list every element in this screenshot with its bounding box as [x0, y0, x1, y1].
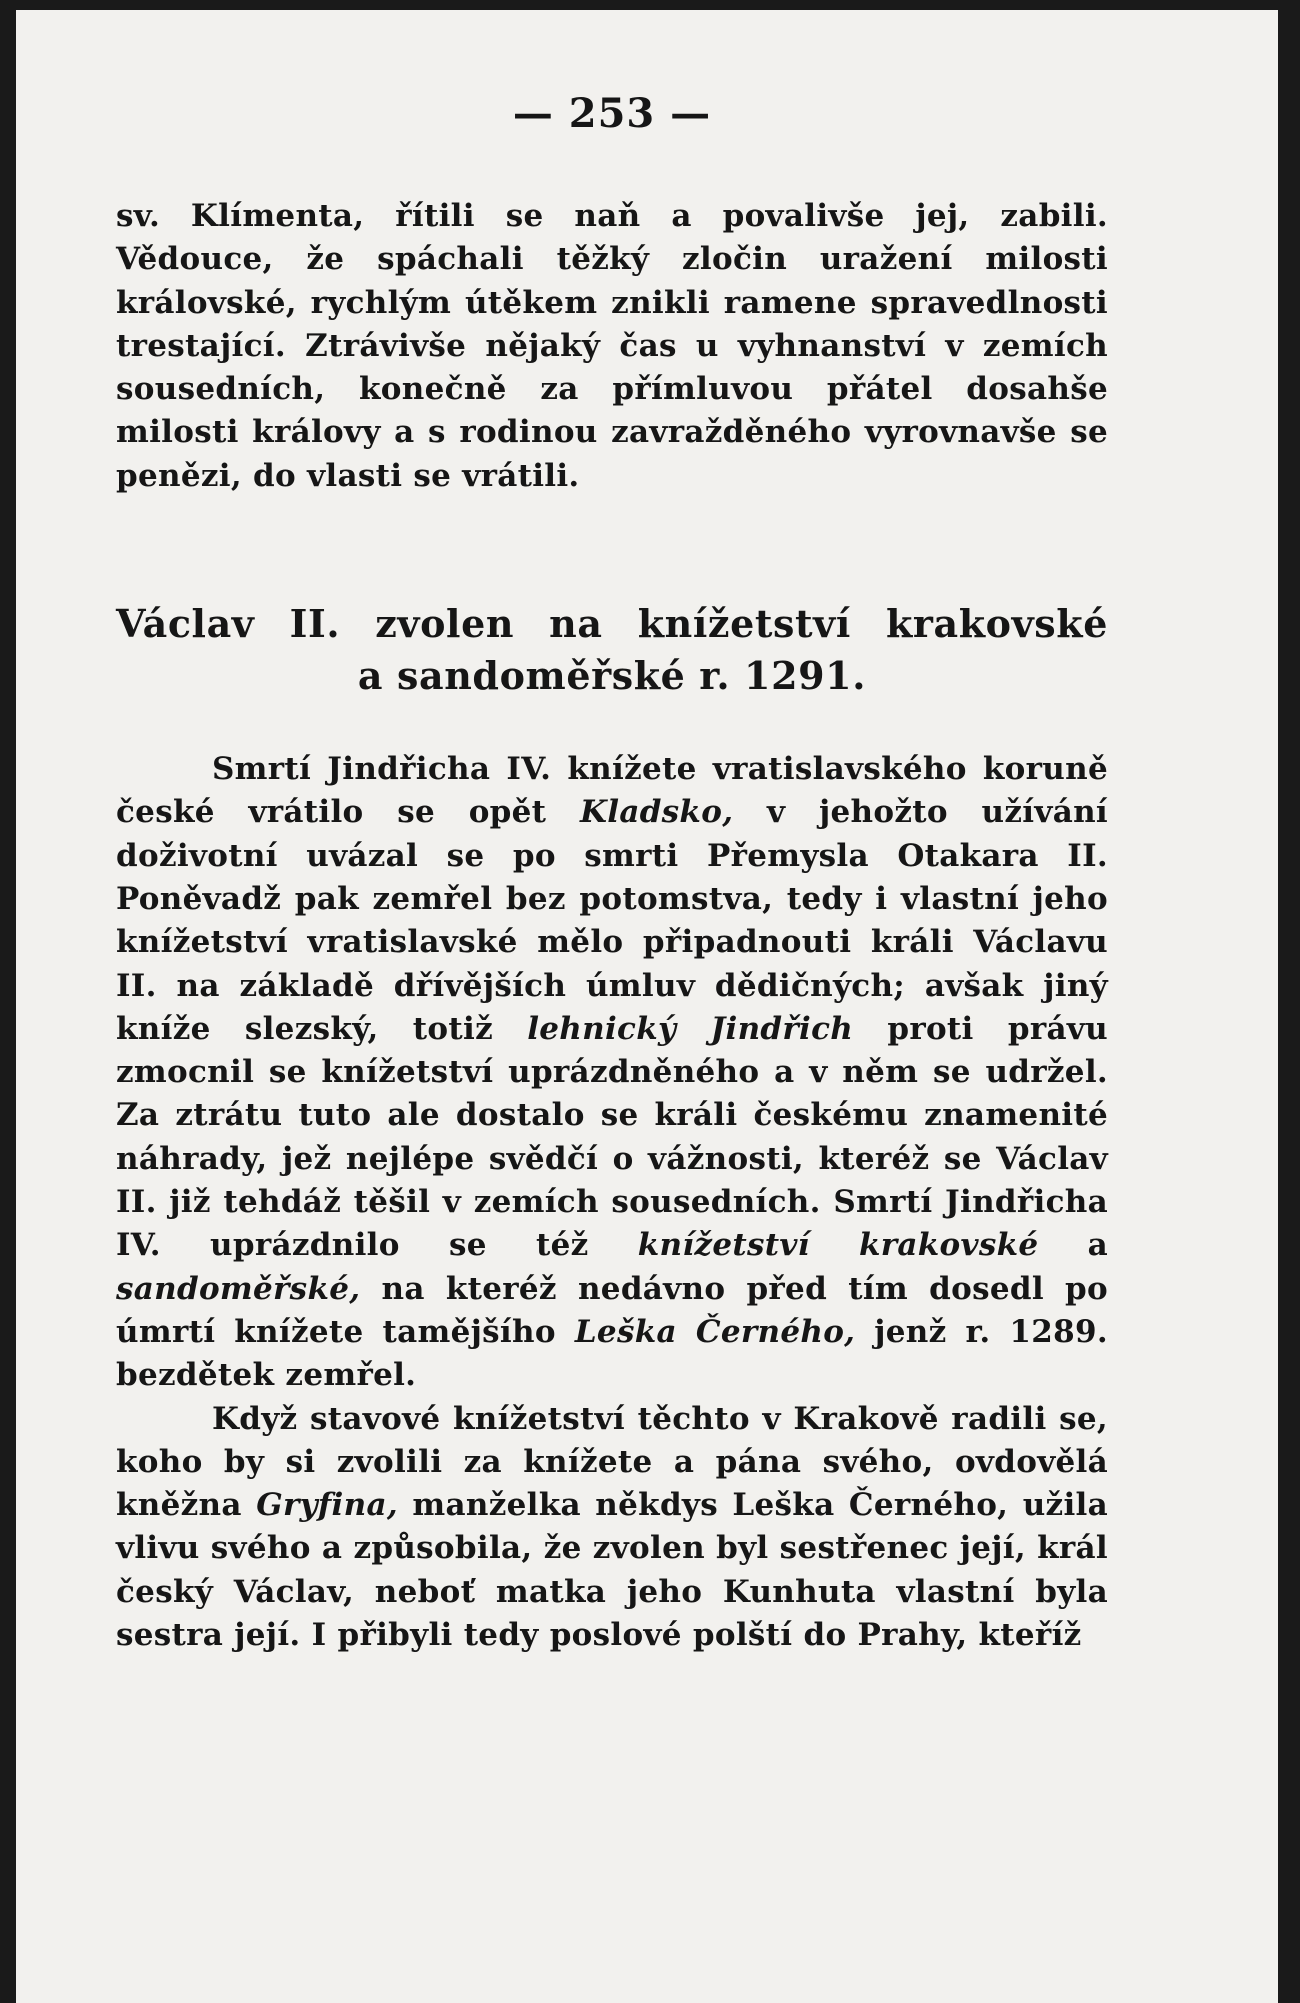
paragraph-2 — [116, 748, 1108, 1397]
paragraph-3-text-1: Když stavové knížetství těchto v Krakově radili se, koho by si zvolili za knížete a pána svého, ovdovělá kněžna — [116, 1400, 1108, 1524]
person-name-jindrich: lehnický Jindřich — [527, 1010, 854, 1047]
person-name-gryfina: Gryfina, — [256, 1487, 398, 1524]
paragraph-2-text-2: v jehožto užívání doživotní uvázal se po smrti Přemysla Otakara II. Poněvadž pak zemřel bez potomstva, tedy i vlastní jeho knížetství vratislavské mělo připadnouti králi Václavu II. na základě dřívějších úmluv dědičných; avšak jiný kníže slezský, totiž — [116, 794, 1108, 1047]
section-heading-line-1: Václav II. zvolen na knížetství krakovské — [116, 601, 1108, 647]
section-heading-line-2: a sandoměřské r. 1291. — [357, 653, 867, 699]
page-number: — 253 — — [512, 90, 712, 137]
section-heading — [116, 598, 1108, 702]
paragraph-2-text-1: Smrtí Jindřicha IV. knížete vratislavského koruně české vrátilo se opět — [116, 751, 1108, 831]
paragraph-1: sv. Klímenta, řítili se naň a povalivše jej, zabili. Vědouce, že spáchali těžký zločin uražení milosti královské, rychlým útěkem znikli ramene spravedlnosti trestající. Ztrávivše nějaký čas u vyhnanství v zemích sousedních, konečně za přímluvou přátel dosahše milosti královy a s rodinou zavražděného vyrovnavše se penězi, do vlasti se vrátili. — [116, 198, 1108, 494]
paragraph-2-text-4: a — [1038, 1227, 1109, 1264]
book-page — [16, 10, 1278, 2003]
place-name-krakovske: knížetství krakovské — [637, 1227, 1039, 1264]
place-name-kladsko: Kladsko, — [580, 794, 734, 831]
paragraph-3 — [116, 1398, 1108, 1658]
place-name-sandomerske: sandoměřské, — [116, 1270, 361, 1307]
paragraph-3-text-2: manželka někdys Leška Černého, užila vlivu svého a způsobila, že zvolen byl sestřenec její, král český Václav, neboť matka jeho Kunhuta vlastní byla sestra její. I přibyli tedy poslové polští do Prahy, kteříž — [116, 1487, 1108, 1654]
page-content — [116, 90, 1108, 1657]
paragraph-2-text-6: jenž r. 1289. bezdětek zemřel. — [116, 1313, 1108, 1394]
paragraph-2-text-5: na kteréž nedávno před tím dosedl po úmrtí knížete tamějšího — [116, 1270, 1108, 1350]
paragraph-2-text-3: proti právu zmocnil se knížetství uprázdněného a v něm se udržel. Za ztrátu tuto ale dostalo se králi českému znamenité náhrady, jež nejlépe svědčí o vážnosti, kteréž se Václav II. již tehdáž těšil v zemích sousedních. Smrtí Jindřicha IV. uprázdnilo se též — [116, 1010, 1108, 1264]
person-name-lesek: Leška Černého, — [574, 1313, 856, 1350]
